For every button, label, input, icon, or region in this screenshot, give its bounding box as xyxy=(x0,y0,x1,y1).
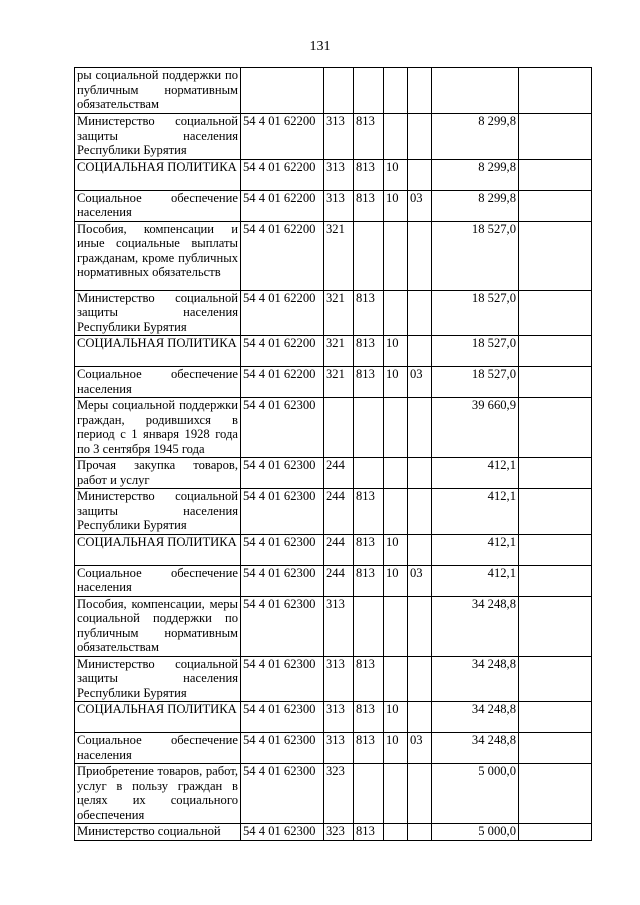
cell-target-article xyxy=(241,68,324,114)
table-row xyxy=(75,190,592,221)
cell-expense-type: 323 xyxy=(324,764,354,824)
cell-empty xyxy=(519,764,592,824)
cell-target-article: 54 4 01 62300 xyxy=(241,733,324,764)
cell-subsection xyxy=(408,596,432,656)
cell-expense-type: 313 xyxy=(324,114,354,160)
cell-administrator: 813 xyxy=(354,114,384,160)
cell-expense-type xyxy=(324,68,354,114)
table-row xyxy=(75,336,592,367)
cell-section xyxy=(384,596,408,656)
cell-administrator: 813 xyxy=(354,656,384,702)
cell-amount: 18 527,0 xyxy=(432,336,519,367)
cell-name: Министерство социальной защиты населения Республики Бурятия xyxy=(75,114,241,160)
cell-administrator: 813 xyxy=(354,565,384,596)
cell-name: Социальное обеспечение населения xyxy=(75,733,241,764)
table-row xyxy=(75,534,592,565)
cell-name: Министерство социальной защиты населения Республики Бурятия xyxy=(75,290,241,336)
cell-amount: 5 000,0 xyxy=(432,764,519,824)
cell-empty xyxy=(519,221,592,290)
cell-section: 10 xyxy=(384,534,408,565)
cell-target-article: 54 4 01 62200 xyxy=(241,190,324,221)
cell-administrator xyxy=(354,764,384,824)
table-row xyxy=(75,489,592,535)
table-row xyxy=(75,824,592,841)
cell-empty xyxy=(519,733,592,764)
cell-section: 10 xyxy=(384,336,408,367)
cell-expense-type: 244 xyxy=(324,534,354,565)
cell-subsection xyxy=(408,398,432,458)
cell-target-article: 54 4 01 62300 xyxy=(241,534,324,565)
cell-target-article: 54 4 01 62300 xyxy=(241,702,324,733)
cell-expense-type: 244 xyxy=(324,565,354,596)
cell-administrator xyxy=(354,68,384,114)
cell-empty xyxy=(519,336,592,367)
cell-section: 10 xyxy=(384,565,408,596)
cell-section: 10 xyxy=(384,190,408,221)
cell-administrator: 813 xyxy=(354,336,384,367)
cell-name: ры социальной поддержки по публичным нормативным обязательствам xyxy=(75,68,241,114)
cell-expense-type: 313 xyxy=(324,656,354,702)
cell-name: Министерство социальной защиты населения Республики Бурятия xyxy=(75,656,241,702)
cell-target-article: 54 4 01 62300 xyxy=(241,824,324,841)
cell-empty xyxy=(519,565,592,596)
cell-target-article: 54 4 01 62300 xyxy=(241,565,324,596)
cell-target-article: 54 4 01 62200 xyxy=(241,290,324,336)
cell-administrator: 813 xyxy=(354,159,384,190)
cell-section xyxy=(384,824,408,841)
cell-expense-type: 313 xyxy=(324,702,354,733)
cell-target-article: 54 4 01 62300 xyxy=(241,398,324,458)
cell-section: 10 xyxy=(384,733,408,764)
cell-expense-type: 313 xyxy=(324,159,354,190)
cell-target-article: 54 4 01 62200 xyxy=(241,367,324,398)
cell-empty xyxy=(519,656,592,702)
page-number: 131 xyxy=(309,39,331,54)
table-row xyxy=(75,656,592,702)
table-body xyxy=(75,68,592,841)
cell-section xyxy=(384,764,408,824)
cell-name: Меры социальной поддержки граждан, родившихся в период с 1 января 1928 года по 3 сентября 1945 года xyxy=(75,398,241,458)
cell-expense-type xyxy=(324,398,354,458)
cell-expense-type: 323 xyxy=(324,824,354,841)
cell-amount: 18 527,0 xyxy=(432,221,519,290)
cell-name: СОЦИАЛЬНАЯ ПОЛИТИКА xyxy=(75,702,241,733)
cell-administrator: 813 xyxy=(354,190,384,221)
cell-section xyxy=(384,398,408,458)
table-row xyxy=(75,221,592,290)
cell-subsection: 03 xyxy=(408,367,432,398)
cell-amount: 34 248,8 xyxy=(432,702,519,733)
cell-section xyxy=(384,114,408,160)
cell-name: Приобретение товаров, работ, услуг в пользу граждан в целях их социального обеспечения xyxy=(75,764,241,824)
cell-expense-type: 244 xyxy=(324,458,354,489)
cell-subsection: 03 xyxy=(408,733,432,764)
cell-expense-type: 321 xyxy=(324,221,354,290)
cell-amount: 5 000,0 xyxy=(432,824,519,841)
cell-empty xyxy=(519,114,592,160)
cell-name: Министерство социальной xyxy=(75,824,241,841)
cell-target-article: 54 4 01 62300 xyxy=(241,764,324,824)
cell-section xyxy=(384,489,408,535)
cell-administrator xyxy=(354,398,384,458)
cell-subsection xyxy=(408,824,432,841)
cell-subsection xyxy=(408,656,432,702)
cell-amount: 412,1 xyxy=(432,565,519,596)
cell-target-article: 54 4 01 62200 xyxy=(241,159,324,190)
cell-expense-type: 313 xyxy=(324,596,354,656)
cell-empty xyxy=(519,596,592,656)
cell-name: Социальное обеспечение населения xyxy=(75,367,241,398)
cell-amount: 18 527,0 xyxy=(432,367,519,398)
cell-empty xyxy=(519,534,592,565)
cell-section: 10 xyxy=(384,159,408,190)
table-row xyxy=(75,458,592,489)
cell-amount: 412,1 xyxy=(432,458,519,489)
cell-empty xyxy=(519,458,592,489)
cell-name: СОЦИАЛЬНАЯ ПОЛИТИКА xyxy=(75,336,241,367)
cell-name: Пособия, компенсации, меры социальной поддержки по публичным нормативным обязательствам xyxy=(75,596,241,656)
cell-empty xyxy=(519,702,592,733)
cell-target-article: 54 4 01 62300 xyxy=(241,656,324,702)
table-row xyxy=(75,159,592,190)
cell-empty xyxy=(519,398,592,458)
cell-name: Прочая закупка товаров, работ и услуг xyxy=(75,458,241,489)
cell-section xyxy=(384,458,408,489)
cell-empty xyxy=(519,824,592,841)
table-row xyxy=(75,702,592,733)
cell-empty xyxy=(519,290,592,336)
cell-amount: 39 660,9 xyxy=(432,398,519,458)
cell-expense-type: 313 xyxy=(324,190,354,221)
cell-empty xyxy=(519,159,592,190)
cell-subsection xyxy=(408,702,432,733)
cell-subsection xyxy=(408,489,432,535)
cell-administrator: 813 xyxy=(354,733,384,764)
cell-empty xyxy=(519,489,592,535)
cell-amount: 8 299,8 xyxy=(432,190,519,221)
cell-amount: 8 299,8 xyxy=(432,114,519,160)
cell-subsection xyxy=(408,290,432,336)
cell-amount xyxy=(432,68,519,114)
cell-subsection xyxy=(408,534,432,565)
cell-expense-type: 313 xyxy=(324,733,354,764)
cell-administrator xyxy=(354,221,384,290)
cell-target-article: 54 4 01 62200 xyxy=(241,114,324,160)
cell-subsection xyxy=(408,159,432,190)
cell-name: Социальное обеспечение населения xyxy=(75,190,241,221)
cell-empty xyxy=(519,190,592,221)
cell-administrator: 813 xyxy=(354,290,384,336)
cell-amount: 412,1 xyxy=(432,489,519,535)
cell-administrator: 813 xyxy=(354,824,384,841)
cell-subsection xyxy=(408,221,432,290)
cell-amount: 34 248,8 xyxy=(432,656,519,702)
table-row xyxy=(75,114,592,160)
cell-name: Пособия, компенсации и иные социальные выплаты гражданам, кроме публичных нормативных обязательств xyxy=(75,221,241,290)
cell-target-article: 54 4 01 62200 xyxy=(241,221,324,290)
cell-amount: 18 527,0 xyxy=(432,290,519,336)
cell-target-article: 54 4 01 62300 xyxy=(241,489,324,535)
cell-target-article: 54 4 01 62200 xyxy=(241,336,324,367)
cell-amount: 412,1 xyxy=(432,534,519,565)
cell-section: 10 xyxy=(384,702,408,733)
cell-subsection xyxy=(408,336,432,367)
cell-subsection xyxy=(408,68,432,114)
cell-name: Социальное обеспечение населения xyxy=(75,565,241,596)
cell-administrator xyxy=(354,596,384,656)
table-row xyxy=(75,596,592,656)
table-row xyxy=(75,733,592,764)
budget-table xyxy=(74,67,592,841)
cell-target-article: 54 4 01 62300 xyxy=(241,596,324,656)
table-row xyxy=(75,764,592,824)
cell-subsection xyxy=(408,458,432,489)
cell-expense-type: 321 xyxy=(324,367,354,398)
cell-administrator: 813 xyxy=(354,367,384,398)
cell-amount: 34 248,8 xyxy=(432,733,519,764)
cell-name: СОЦИАЛЬНАЯ ПОЛИТИКА xyxy=(75,159,241,190)
cell-administrator xyxy=(354,458,384,489)
cell-section xyxy=(384,68,408,114)
table-row xyxy=(75,290,592,336)
cell-name: Министерство социальной защиты населения Республики Бурятия xyxy=(75,489,241,535)
table-row xyxy=(75,367,592,398)
cell-subsection: 03 xyxy=(408,565,432,596)
table-row xyxy=(75,398,592,458)
table-row xyxy=(75,565,592,596)
cell-administrator: 813 xyxy=(354,534,384,565)
cell-amount: 34 248,8 xyxy=(432,596,519,656)
cell-expense-type: 321 xyxy=(324,290,354,336)
cell-section xyxy=(384,656,408,702)
cell-section: 10 xyxy=(384,367,408,398)
cell-subsection xyxy=(408,764,432,824)
cell-administrator: 813 xyxy=(354,702,384,733)
cell-administrator: 813 xyxy=(354,489,384,535)
cell-empty xyxy=(519,68,592,114)
cell-name: СОЦИАЛЬНАЯ ПОЛИТИКА xyxy=(75,534,241,565)
cell-expense-type: 244 xyxy=(324,489,354,535)
cell-subsection: 03 xyxy=(408,190,432,221)
cell-amount: 8 299,8 xyxy=(432,159,519,190)
cell-subsection xyxy=(408,114,432,160)
cell-section xyxy=(384,290,408,336)
cell-expense-type: 321 xyxy=(324,336,354,367)
cell-empty xyxy=(519,367,592,398)
cell-section xyxy=(384,221,408,290)
table-row xyxy=(75,68,592,114)
cell-target-article: 54 4 01 62300 xyxy=(241,458,324,489)
